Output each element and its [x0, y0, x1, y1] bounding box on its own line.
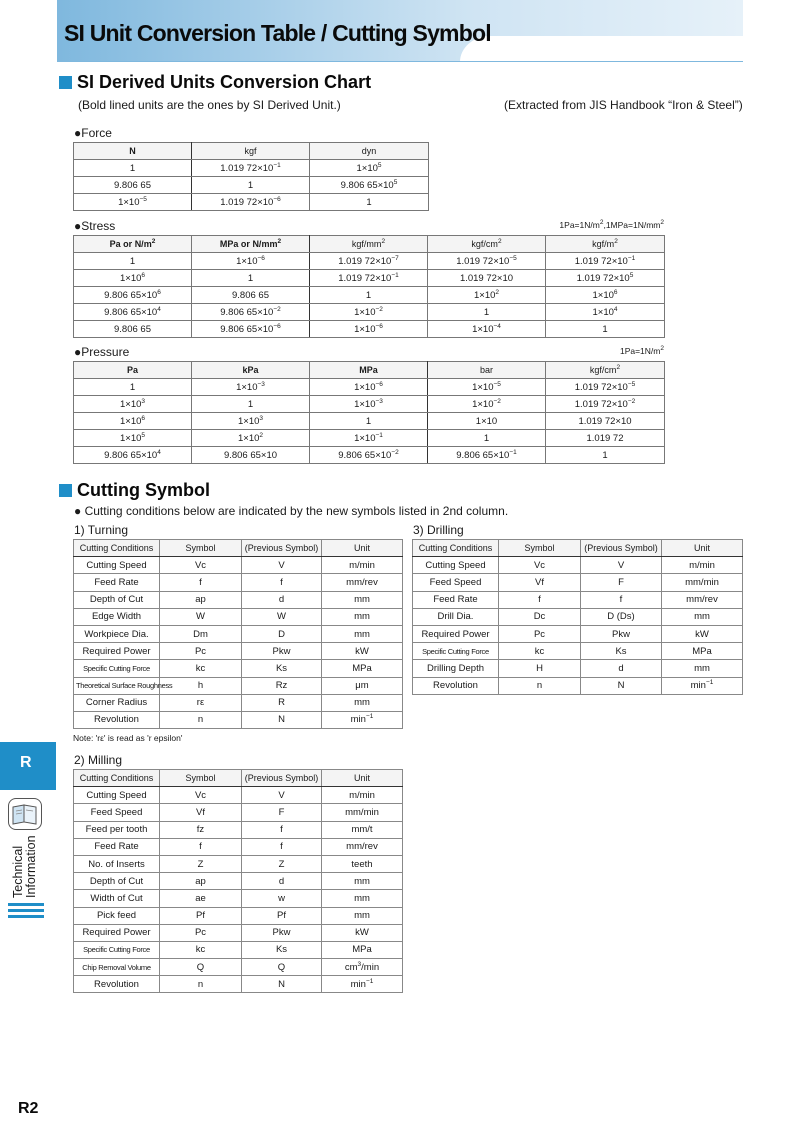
table-cell: m/min: [322, 787, 403, 804]
side-bar: [8, 909, 44, 912]
turning-body: [74, 557, 403, 729]
table-row: [74, 821, 403, 838]
table-cell: 9.806 $65\times 10^4$: [74, 447, 192, 464]
table-row: [74, 591, 403, 608]
condition-cell: Width of Cut: [74, 890, 160, 907]
drilling-header-cell: Symbol: [499, 540, 581, 557]
condition-cell: Workpiece Dia.: [74, 625, 160, 642]
table-cell: 9.806 $65\times 10^5$: [310, 177, 429, 194]
side-decor-bars: [8, 903, 44, 921]
drilling-table: [412, 539, 743, 695]
stress-label: ●Stress: [74, 219, 116, 233]
condition-cell: Feed Rate: [413, 591, 499, 608]
stress-header-cell: MPa or $N/mm^2$: [192, 236, 310, 253]
force-body: [74, 160, 429, 211]
table-cell: mm/min: [322, 804, 403, 821]
force-label: ●Force: [74, 126, 112, 140]
source-note: (Extracted from JIS Handbook “Iron & Steel”): [504, 98, 743, 112]
table-cell: 1.019 $72\times 10^{-5}$: [546, 379, 665, 396]
condition-cell: Cutting Speed: [74, 557, 160, 574]
table-cell: 1: [74, 160, 192, 177]
table-row: [74, 253, 665, 270]
table-row: [74, 321, 665, 338]
table-row: [74, 304, 665, 321]
table-cell: $1\times 10^4$: [546, 304, 665, 321]
table-cell: mm: [322, 890, 403, 907]
table-cell: Vf: [160, 804, 242, 821]
table-row: [74, 574, 403, 591]
table-cell: kW: [322, 643, 403, 660]
table-cell: 9.806 $65\times 10^6$: [74, 287, 192, 304]
table-cell: mm: [662, 660, 743, 677]
section-heading-si: [59, 72, 371, 93]
table-cell: mm/min: [662, 574, 743, 591]
condition-cell: No. of Inserts: [74, 855, 160, 872]
table-cell: Vc: [160, 787, 242, 804]
pressure-header-cell: kPa: [192, 362, 310, 379]
table-cell: V: [581, 557, 662, 574]
section-title: SI Derived Units Conversion Chart: [77, 72, 372, 92]
turning-header-cell: Symbol: [160, 540, 242, 557]
condition-cell: Required Power: [413, 625, 499, 642]
table-cell: Z: [160, 855, 242, 872]
table-cell: $1\times 10^{-6}$: [310, 379, 428, 396]
turning-footnote: Note: 'rε' is read as 'r epsilon': [73, 733, 183, 743]
pressure-header-row: [74, 362, 665, 379]
table-row: [74, 177, 429, 194]
table-cell: $1\times 10^5$: [310, 160, 429, 177]
table-cell: MPa: [662, 643, 743, 660]
condition-cell: Revolution: [413, 677, 499, 694]
table-row: [74, 838, 403, 855]
table-cell: W: [160, 608, 242, 625]
condition-cell: Feed per tooth: [74, 821, 160, 838]
table-cell: $1\times 10^6$: [74, 270, 192, 287]
table-cell: $\min^{-1}$: [662, 677, 743, 694]
table-cell: f: [581, 591, 662, 608]
drilling-header-cell: Cutting Conditions: [413, 540, 499, 557]
table-cell: Dc: [499, 608, 581, 625]
table-cell: teeth: [322, 855, 403, 872]
table-cell: rε: [160, 694, 242, 711]
condition-cell: Pick feed: [74, 907, 160, 924]
table-cell: $1\times 10^6$: [74, 413, 192, 430]
table-row: [74, 379, 665, 396]
table-cell: $1\times 10^{-4}$: [428, 321, 546, 338]
page-title: SI Unit Conversion Table / Cutting Symbol: [64, 20, 491, 46]
force-header-row: [74, 143, 429, 160]
stress-header-cell: Pa or $N/m^2$: [74, 236, 192, 253]
condition-cell: Cutting Speed: [413, 557, 499, 574]
table-cell: mm: [322, 625, 403, 642]
table-cell: 1: [310, 194, 429, 211]
table-cell: 1.019 $72\times 10^{-5}$: [428, 253, 546, 270]
table-cell: mm: [322, 591, 403, 608]
table-cell: 1.019 $72\times 10^{-1}$: [310, 270, 428, 287]
table-cell: 9.806 $65\times 10^{-2}$: [310, 447, 428, 464]
table-row: [413, 608, 743, 625]
table-cell: Z: [242, 855, 322, 872]
table-row: [74, 625, 403, 642]
table-cell: $\min^{-1}$: [322, 711, 403, 728]
drilling-header-cell: (Previous Symbol): [581, 540, 662, 557]
table-cell: Dm: [160, 625, 242, 642]
table-cell: mm/rev: [662, 591, 743, 608]
table-row: [74, 711, 403, 728]
table-cell: mm: [322, 873, 403, 890]
table-cell: d: [581, 660, 662, 677]
table-row: [413, 625, 743, 642]
pressure-header-cell: Pa: [74, 362, 192, 379]
table-cell: Ks: [242, 941, 322, 958]
table-cell: $1\times 10^{-6}$: [192, 253, 310, 270]
turning-header-cell: (Previous Symbol): [242, 540, 322, 557]
table-cell: f: [242, 838, 322, 855]
table-cell: 1.019 $72\times 10^5$: [546, 270, 665, 287]
bold-line-note: (Bold lined units are the ones by SI Derived Unit.): [78, 98, 341, 112]
milling-header-cell: Cutting Conditions: [74, 770, 160, 787]
table-cell: Q: [242, 959, 322, 976]
turning-header-cell: Cutting Conditions: [74, 540, 160, 557]
table-cell: Rz: [242, 677, 322, 694]
table-cell: Pf: [242, 907, 322, 924]
table-cell: kW: [322, 924, 403, 941]
table-cell: fz: [160, 821, 242, 838]
condition-cell: Cutting Speed: [74, 787, 160, 804]
table-cell: Pf: [160, 907, 242, 924]
condition-cell: Corner Radius: [74, 694, 160, 711]
side-text-information: Information: [24, 835, 38, 898]
stress-header-cell: kgf/$mm^2$: [310, 236, 428, 253]
table-cell: mm/rev: [322, 838, 403, 855]
header-divider: [57, 61, 743, 62]
condition-cell: Feed Speed: [413, 574, 499, 591]
table-cell: $1\times 10^{-3}$: [192, 379, 310, 396]
condition-cell: Drill Dia.: [413, 608, 499, 625]
milling-header-cell: Symbol: [160, 770, 242, 787]
table-cell: n: [499, 677, 581, 694]
section-marker-icon: [59, 76, 72, 89]
table-cell: 1: [546, 321, 665, 338]
turning-table: [73, 539, 403, 729]
table-cell: f: [160, 574, 242, 591]
table-cell: Ks: [581, 643, 662, 660]
table-cell: mm/rev: [322, 574, 403, 591]
table-cell: H: [499, 660, 581, 677]
table-row: [74, 787, 403, 804]
table-cell: 1.019 $72\times 10^{-2}$: [546, 396, 665, 413]
table-cell: V: [242, 557, 322, 574]
table-cell: Q: [160, 959, 242, 976]
table-row: [74, 959, 403, 976]
force-header-cell: kgf: [192, 143, 310, 160]
table-cell: m/min: [322, 557, 403, 574]
table-cell: R: [242, 694, 322, 711]
table-cell: Pc: [160, 924, 242, 941]
table-cell: 1.019 72×10: [428, 270, 546, 287]
table-cell: h: [160, 677, 242, 694]
milling-header-cell: (Previous Symbol): [242, 770, 322, 787]
stress-header-row: [74, 236, 665, 253]
table-cell: 1.019 $72\times 10^{-1}$: [192, 160, 310, 177]
table-cell: $1\times 10^{-2}$: [428, 396, 546, 413]
table-row: [413, 660, 743, 677]
table-cell: ap: [160, 591, 242, 608]
condition-cell: Required Power: [74, 643, 160, 660]
stress-header-cell: kgf/$cm^2$: [428, 236, 546, 253]
table-cell: $\min^{-1}$: [322, 976, 403, 993]
condition-cell: Feed Speed: [74, 804, 160, 821]
table-cell: mm/t: [322, 821, 403, 838]
force-table: [73, 142, 429, 211]
table-cell: 1: [428, 304, 546, 321]
table-cell: 9.806 $65\times 10^4$: [74, 304, 192, 321]
table-cell: 9.806 65: [192, 287, 310, 304]
table-cell: ap: [160, 873, 242, 890]
table-cell: n: [160, 711, 242, 728]
side-bar: [8, 903, 44, 906]
table-cell: $1\times 10^3$: [74, 396, 192, 413]
table-cell: 9.806 $65\times 10^{-1}$: [428, 447, 546, 464]
table-cell: mm: [662, 608, 743, 625]
table-row: [74, 447, 665, 464]
force-header-cell: N: [74, 143, 192, 160]
drilling-label: 3) Drilling: [413, 523, 464, 537]
pressure-header-cell: MPa: [310, 362, 428, 379]
table-cell: 9.806 65×10: [192, 447, 310, 464]
table-row: [74, 396, 665, 413]
table-cell: 1.019 $72\times 10^{-1}$: [546, 253, 665, 270]
section-marker-icon: [59, 484, 72, 497]
table-cell: $1\times 10^{-2}$: [310, 304, 428, 321]
condition-cell: Specific Cutting Force: [74, 941, 160, 958]
table-cell: Pkw: [242, 643, 322, 660]
table-cell: Vc: [499, 557, 581, 574]
table-row: [74, 287, 665, 304]
table-row: [74, 270, 665, 287]
condition-cell: Revolution: [74, 711, 160, 728]
table-cell: Pkw: [242, 924, 322, 941]
table-cell: F: [581, 574, 662, 591]
table-cell: MPa: [322, 941, 403, 958]
pressure-unit-note: $1Pa=1N/m^2$: [619, 345, 664, 356]
table-row: [74, 194, 429, 211]
table-cell: 1.019 72×10: [546, 413, 665, 430]
table-cell: Pc: [499, 625, 581, 642]
table-row: [74, 160, 429, 177]
table-cell: 1: [192, 177, 310, 194]
table-cell: 1: [310, 287, 428, 304]
table-cell: 1: [546, 447, 665, 464]
table-cell: 1.019 $72\times 10^{-7}$: [310, 253, 428, 270]
milling-header-cell: Unit: [322, 770, 403, 787]
condition-cell: Edge Width: [74, 608, 160, 625]
table-cell: mm: [322, 694, 403, 711]
table-cell: m/min: [662, 557, 743, 574]
table-cell: mm: [322, 907, 403, 924]
table-cell: kW: [662, 625, 743, 642]
table-cell: 1: [428, 430, 546, 447]
table-cell: μm: [322, 677, 403, 694]
turning-label: 1) Turning: [74, 523, 129, 537]
condition-cell: Theoretical Surface Roughness: [74, 677, 160, 694]
pressure-table: [73, 361, 665, 464]
table-cell: MPa: [322, 660, 403, 677]
pressure-header-cell: bar: [428, 362, 546, 379]
side-vertical-label: [12, 835, 38, 898]
table-cell: Ks: [242, 660, 322, 677]
table-row: [74, 907, 403, 924]
book-icon-graphic: [9, 799, 40, 828]
condition-cell: Feed Rate: [74, 574, 160, 591]
table-row: [74, 976, 403, 993]
table-cell: kc: [160, 660, 242, 677]
table-cell: d: [242, 591, 322, 608]
table-row: [74, 804, 403, 821]
table-cell: W: [242, 608, 322, 625]
table-cell: f: [160, 838, 242, 855]
table-cell: 1: [310, 413, 428, 430]
table-row: [413, 574, 743, 591]
condition-cell: Depth of Cut: [74, 591, 160, 608]
table-cell: V: [242, 787, 322, 804]
table-cell: 1: [74, 253, 192, 270]
table-cell: 1×10: [428, 413, 546, 430]
pressure-label: ●Pressure: [74, 345, 130, 359]
table-cell: 9.806 65: [74, 321, 192, 338]
table-cell: D: [242, 625, 322, 642]
turning-header-row: [74, 540, 403, 557]
table-cell: D (Ds): [581, 608, 662, 625]
table-row: [74, 557, 403, 574]
condition-cell: Depth of Cut: [74, 873, 160, 890]
table-cell: w: [242, 890, 322, 907]
table-cell: 9.806 $65\times 10^{-6}$: [192, 321, 310, 338]
table-cell: $1\times 10^{-6}$: [310, 321, 428, 338]
table-cell: 1: [192, 396, 310, 413]
section-tab[interactable]: [0, 742, 56, 790]
stress-table: [73, 235, 665, 338]
table-cell: 1.019 72: [546, 430, 665, 447]
milling-label: 2) Milling: [74, 753, 123, 767]
condition-cell: Specific Cutting Force: [74, 660, 160, 677]
condition-cell: Drilling Depth: [413, 660, 499, 677]
table-row: [413, 677, 743, 694]
stress-unit-note: $1Pa=1N/m^2,1MPa=1N/mm^2$: [559, 219, 664, 230]
table-cell: $1\times 10^{-3}$: [310, 396, 428, 413]
table-cell: $1\times 10^{-1}$: [310, 430, 428, 447]
drilling-header-row: [413, 540, 743, 557]
section-title: Cutting Symbol: [77, 480, 210, 500]
table-cell: N: [242, 976, 322, 993]
table-cell: $1\times 10^6$: [546, 287, 665, 304]
table-row: [74, 608, 403, 625]
table-cell: N: [581, 677, 662, 694]
table-cell: $1\times 10^{-5}$: [74, 194, 192, 211]
side-bar: [8, 915, 44, 918]
milling-header-row: [74, 770, 403, 787]
condition-cell: Specific Cutting Force: [413, 643, 499, 660]
side-text-technical: Technical: [11, 845, 25, 898]
table-cell: $cm^3/\min$: [322, 959, 403, 976]
table-cell: 1: [74, 379, 192, 396]
table-cell: 1: [192, 270, 310, 287]
table-row: [413, 557, 743, 574]
pressure-body: [74, 379, 665, 464]
table-row: [74, 643, 403, 660]
table-cell: N: [242, 711, 322, 728]
table-row: [74, 941, 403, 958]
table-row: [413, 591, 743, 608]
section-heading-cutting: [59, 480, 210, 501]
table-cell: Pc: [160, 643, 242, 660]
table-cell: 9.806 $65\times 10^{-2}$: [192, 304, 310, 321]
force-header-cell: dyn: [310, 143, 429, 160]
table-cell: Vf: [499, 574, 581, 591]
table-cell: 1.019 $72\times 10^{-6}$: [192, 194, 310, 211]
table-row: [74, 873, 403, 890]
table-row: [74, 694, 403, 711]
table-cell: Vc: [160, 557, 242, 574]
table-cell: f: [499, 591, 581, 608]
table-cell: F: [242, 804, 322, 821]
table-cell: kc: [160, 941, 242, 958]
section-tab-letter: R: [20, 754, 32, 771]
condition-cell: Feed Rate: [74, 838, 160, 855]
table-cell: f: [242, 821, 322, 838]
table-row: [74, 890, 403, 907]
table-row: [74, 924, 403, 941]
table-cell: n: [160, 976, 242, 993]
table-cell: Pkw: [581, 625, 662, 642]
stress-header-cell: kgf/$m^2$: [546, 236, 665, 253]
table-cell: f: [242, 574, 322, 591]
condition-cell: Revolution: [74, 976, 160, 993]
table-row: [74, 660, 403, 677]
table-cell: $1\times 10^5$: [74, 430, 192, 447]
table-cell: $1\times 10^{-5}$: [428, 379, 546, 396]
table-cell: $1\times 10^3$: [192, 413, 310, 430]
table-cell: mm: [322, 608, 403, 625]
condition-cell: Chip Removal Volume: [74, 959, 160, 976]
milling-table: [73, 769, 403, 993]
table-cell: kc: [499, 643, 581, 660]
table-cell: d: [242, 873, 322, 890]
book-icon: [8, 798, 42, 830]
page-number: R2: [18, 1100, 39, 1117]
drilling-header-cell: Unit: [662, 540, 743, 557]
cutting-note: ● Cutting conditions below are indicated by the new symbols listed in 2nd column.: [74, 504, 509, 518]
table-cell: 9.806 65: [74, 177, 192, 194]
condition-cell: Required Power: [74, 924, 160, 941]
table-cell: $1\times 10^2$: [192, 430, 310, 447]
table-row: [74, 430, 665, 447]
turning-header-cell: Unit: [322, 540, 403, 557]
table-row: [413, 643, 743, 660]
table-cell: ae: [160, 890, 242, 907]
stress-body: [74, 253, 665, 338]
table-cell: $1\times 10^2$: [428, 287, 546, 304]
table-row: [74, 677, 403, 694]
table-row: [74, 855, 403, 872]
milling-body: [74, 787, 403, 993]
pressure-header-cell: kgf/$cm^2$: [546, 362, 665, 379]
table-row: [74, 413, 665, 430]
drilling-body: [413, 557, 743, 695]
header-curve: [460, 36, 743, 62]
